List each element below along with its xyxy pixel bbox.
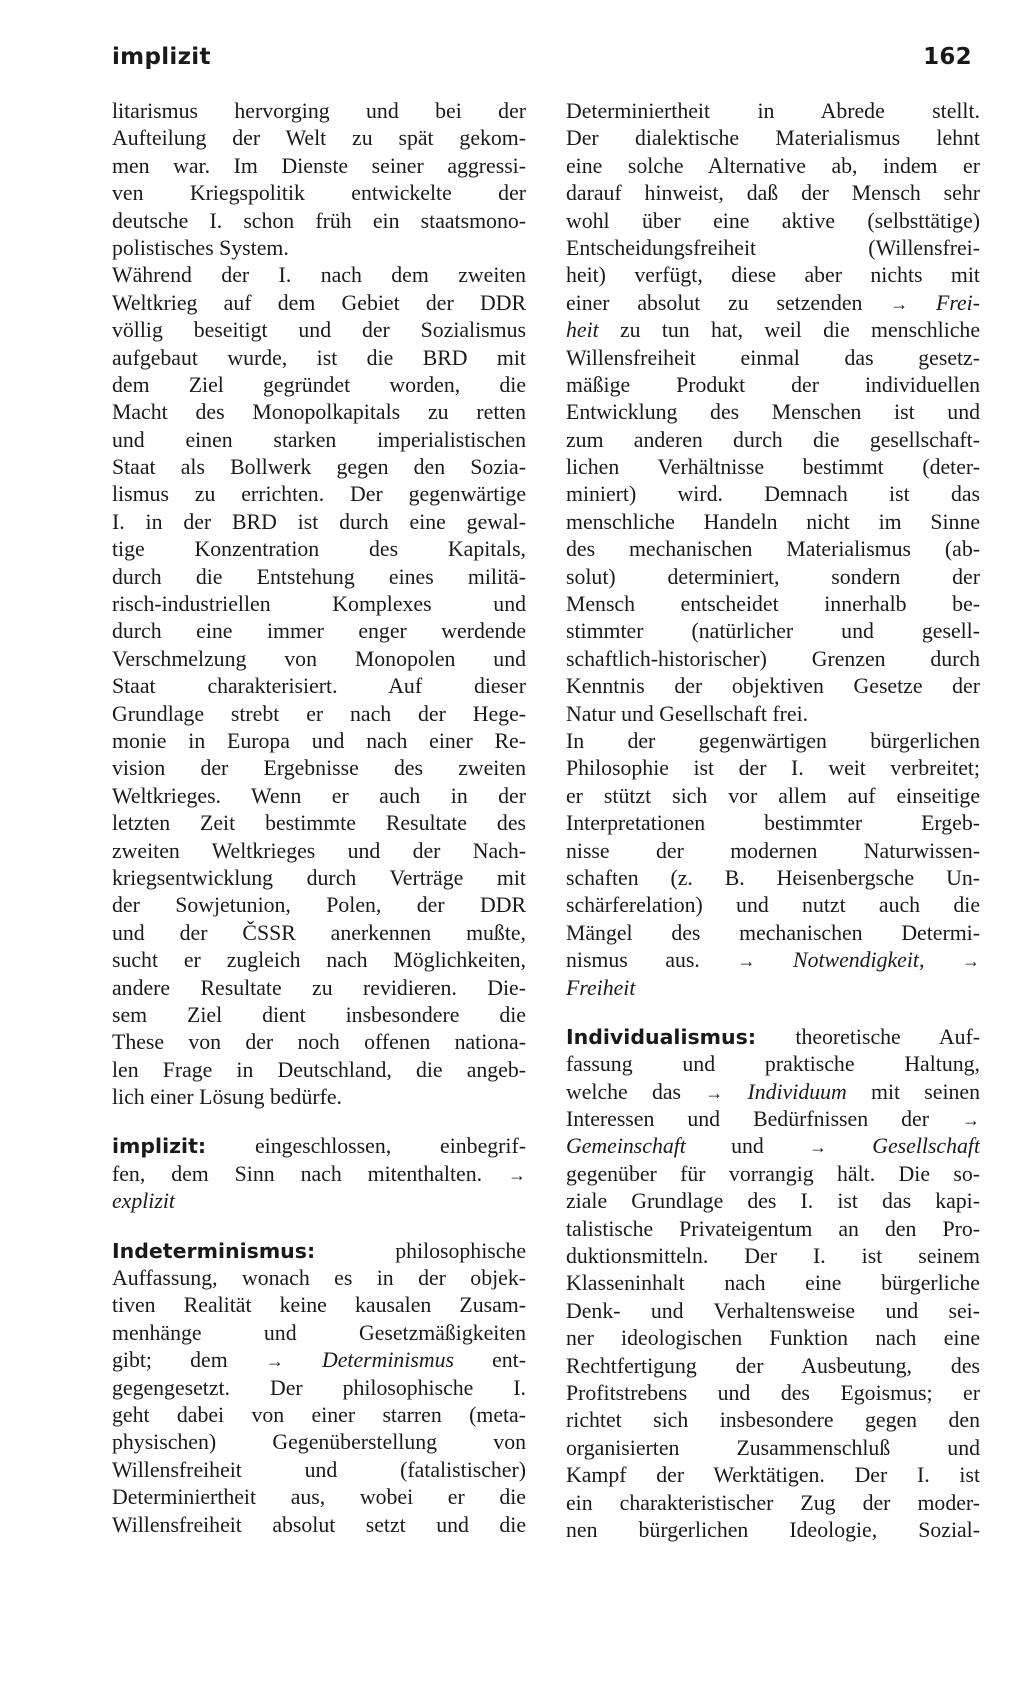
text-line [112, 1084, 526, 1111]
line-text: Willensfreiheit absolut setzt und die [112, 1512, 526, 1537]
line-text: Interessen und Bedürfnissen der [566, 1107, 929, 1132]
line-text: nisse der modernen Naturwissen- [566, 838, 980, 863]
text-line [112, 98, 526, 125]
text-line [112, 290, 526, 317]
text-line [566, 317, 980, 344]
line-text: geht dabei von einer starren (meta- [112, 1402, 526, 1427]
line-text: miniert) wird. Demnach ist das [566, 482, 980, 507]
line-text: zum anderen durch die gesellschaft- [566, 427, 980, 452]
text-line [566, 1407, 980, 1434]
line-text: Weltkrieges. Wenn er auch in der [112, 783, 526, 808]
text-line [566, 728, 980, 755]
line-text: letzten Zeit bestimmte Resultate des [112, 811, 526, 836]
text-line [112, 1347, 526, 1374]
text-line [112, 153, 526, 180]
text-line [112, 1429, 526, 1456]
line-text: monie in Europa und nach einer Re- [112, 728, 526, 753]
text-line [566, 180, 980, 207]
cross-reference-arrow: → [962, 1110, 980, 1131]
line-text: litarismus hervorging und bei der [112, 99, 526, 123]
line-text: Entscheidungsfreiheit (Willensfrei- [566, 235, 980, 260]
text-line [112, 454, 526, 481]
line-text: menschliche Handeln nicht im Sinne [566, 509, 980, 534]
line-text: eine solche Alternative ab, indem er [566, 153, 980, 178]
line-text: wohl über eine aktive (selbsttätige) [566, 208, 980, 233]
text-line [566, 673, 980, 700]
cross-reference-arrow: → [809, 1137, 828, 1158]
line-text: und [731, 1134, 764, 1159]
line-text: Grundlage strebt er nach der Hege- [112, 701, 526, 726]
line-text: schaftlich-historischer) Grenzen durch [566, 646, 980, 671]
text-line [112, 1320, 526, 1347]
text-line [566, 838, 980, 865]
text-line [566, 892, 980, 919]
text-line [566, 1380, 980, 1407]
text-line [566, 1024, 980, 1051]
line-text: ent- [492, 1348, 526, 1373]
cross-reference: Gesellschaft [872, 1134, 980, 1159]
text-line [112, 481, 526, 508]
line-text: lich einer Lösung bedürfe. [112, 1085, 342, 1110]
line-text: Entwicklung des Menschen ist und [566, 400, 980, 425]
line-text: Verschmelzung von Monopolen und [112, 646, 526, 671]
line-text: risch-industriellen Komplexes und [112, 592, 526, 617]
line-text: talistische Privateigentum an den Pro- [566, 1216, 980, 1241]
text-line [566, 536, 980, 563]
text-line [566, 618, 980, 645]
line-text: fassung und praktische Haltung, [566, 1052, 980, 1077]
text-line [112, 810, 526, 837]
text-line [112, 1161, 526, 1188]
line-text: Willensfreiheit und (fatalistischer) [112, 1457, 526, 1482]
text-line [112, 399, 526, 426]
line-text: organisierten Zusammenschluß und [566, 1435, 980, 1460]
line-text: durch eine immer enger werdende [112, 619, 526, 644]
text-line [566, 564, 980, 591]
line-text: mit seinen [871, 1079, 980, 1104]
text-line [112, 838, 526, 865]
text-line [566, 755, 980, 782]
line-text: durch die Entstehung eines militä- [112, 564, 526, 589]
text-line [566, 98, 980, 125]
text-line [112, 591, 526, 618]
line-text: schärferelation) und nutzt auch die [566, 893, 980, 918]
text-line [566, 1133, 980, 1160]
line-text: Willensfreiheit einmal das gesetz- [566, 345, 980, 370]
text-line [566, 1435, 980, 1462]
text-line [566, 1188, 980, 1215]
entry-gap [112, 1111, 526, 1133]
text-line [112, 975, 526, 1002]
line-text: Determiniertheit in Abrede stellt. [566, 99, 980, 123]
text-line [566, 1106, 980, 1133]
text-line [112, 1402, 526, 1429]
line-text: dem Ziel gegründet worden, die [112, 372, 526, 397]
line-text: zu tun hat, weil die menschliche [619, 318, 980, 343]
line-text: zweiten Weltkrieges und der Nach- [112, 838, 526, 863]
text-line [566, 1079, 980, 1106]
text-line [566, 591, 980, 618]
line-text: und einen starken imperialistischen [112, 427, 526, 452]
line-text: Der dialektische Materialismus lehnt [566, 126, 980, 151]
line-text: Macht des Monopolkapitals zu retten [112, 400, 526, 425]
text-line [566, 372, 980, 399]
text-line [566, 1270, 980, 1297]
text-line [566, 481, 980, 508]
text-line [112, 618, 526, 645]
line-text: gibt; dem [112, 1348, 228, 1373]
text-line [566, 235, 980, 262]
line-text: andere Resultate zu revidieren. Die- [112, 975, 526, 1000]
right-column [566, 98, 980, 1544]
line-text: Interpretationen bestimmter Ergeb- [566, 811, 980, 836]
line-text: gegenüber für vorrangig hält. Die so- [566, 1161, 980, 1186]
text-line [112, 947, 526, 974]
text-line [112, 920, 526, 947]
line-text: er stützt sich vor allem auf einseitige [566, 783, 980, 808]
text-line [566, 290, 980, 317]
text-line [112, 317, 526, 344]
text-line [112, 235, 526, 262]
line-text: fen, dem Sinn nach mitenthalten. [112, 1161, 483, 1186]
line-text: solut) determiniert, sondern der [566, 564, 980, 589]
line-text: Rechtfertigung der Ausbeutung, des [566, 1353, 980, 1378]
text-line [112, 892, 526, 919]
text-line [566, 1490, 980, 1517]
line-text: nen bürgerlichen Ideologie, Sozial- [566, 1517, 980, 1542]
text-line [112, 673, 526, 700]
text-line [566, 646, 980, 673]
text-line [566, 262, 980, 289]
line-text: polistisches System. [112, 235, 289, 260]
cross-reference: Frei- [936, 290, 980, 315]
line-text: theoretische Auf- [795, 1024, 980, 1049]
line-text: Während der I. nach dem zweiten [112, 263, 526, 288]
text-line [566, 427, 980, 454]
line-text: heit) verfügt, diese aber nichts mit [566, 263, 980, 288]
text-line [566, 454, 980, 481]
text-line [566, 810, 980, 837]
text-line [566, 345, 980, 372]
line-text: völlig beseitigt und der Sozialismus [112, 318, 526, 343]
entry-headword: Indeterminismus: [112, 1238, 316, 1263]
text-line [566, 975, 980, 1002]
text-line [566, 701, 980, 728]
text-line [112, 701, 526, 728]
line-text: I. in der BRD ist durch eine gewal- [112, 509, 526, 534]
line-text: These von der noch offenen nationa- [112, 1030, 526, 1055]
text-line [112, 509, 526, 536]
text-line [566, 125, 980, 152]
line-text: Klasseninhalt nach eine bürgerliche [566, 1271, 980, 1296]
line-text: ven Kriegspolitik entwickelte der [112, 181, 526, 206]
line-text: lismus zu errichten. Der gegenwärtige [112, 482, 526, 507]
line-text: duktionsmitteln. Der I. ist seinem [566, 1244, 980, 1269]
text-line [112, 1029, 526, 1056]
text-line [112, 427, 526, 454]
line-text: men war. Im Dienste seiner aggressi- [112, 153, 526, 178]
text-line [112, 208, 526, 235]
line-text: tige Konzentration des Kapitals, [112, 537, 526, 562]
cross-reference-arrow: → [890, 293, 909, 314]
line-text: kriegsentwicklung durch Verträge mit [112, 865, 526, 890]
text-line [566, 399, 980, 426]
text-line [112, 1188, 526, 1215]
line-text: Staat charakterisiert. Auf dieser [112, 674, 526, 699]
text-line [566, 1298, 980, 1325]
text-line [112, 865, 526, 892]
line-text: Kampf der Werktätigen. Der I. ist [566, 1463, 980, 1488]
line-text: Philosophie ist der I. weit verbreitet; [566, 756, 980, 781]
entry-headword: implizit: [112, 1134, 207, 1159]
line-text: sem Ziel dient insbesondere die [112, 1002, 526, 1027]
line-text: aufgebaut wurde, ist die BRD mit [112, 345, 526, 370]
line-text: darauf hinweist, daß der Mensch sehr [566, 181, 980, 206]
line-text: Determiniertheit aus, wobei er die [112, 1485, 526, 1510]
text-line [566, 1353, 980, 1380]
cross-reference-arrow: → [962, 951, 980, 972]
line-text: eingeschlossen, einbegrif- [254, 1134, 526, 1159]
line-text: stimmter (natürlicher und gesell- [566, 619, 980, 644]
cross-reference-arrow: → [265, 1351, 284, 1372]
line-text: In der gegenwärtigen bürgerlichen [566, 728, 980, 753]
text-line [566, 1051, 980, 1078]
text-line [112, 783, 526, 810]
line-text: tiven Realität keine kausalen Zusam- [112, 1293, 526, 1318]
text-line [112, 372, 526, 399]
text-line [112, 1292, 526, 1319]
line-text: mäßige Produkt der individuellen [566, 372, 980, 397]
line-text: Auffassung, wonach es in der objek- [112, 1266, 526, 1291]
text-line [112, 1265, 526, 1292]
text-line [112, 564, 526, 591]
text-line [112, 646, 526, 673]
text-line [566, 1462, 980, 1489]
line-text: Mensch entscheidet innerhalb be- [566, 592, 980, 617]
text-line [566, 208, 980, 235]
line-text: Aufteilung der Welt zu spät gekom- [112, 126, 526, 151]
line-text: deutsche I. schon früh ein staatsmono- [112, 208, 526, 233]
line-text: gegengesetzt. Der philosophische I. [112, 1375, 526, 1400]
cross-reference: heit [566, 318, 599, 343]
line-text: Kenntnis der objektiven Gesetze der [566, 674, 980, 699]
cross-reference: Determinismus [321, 1348, 454, 1373]
line-text: und der ČSSR anerkennen mußte, [112, 920, 526, 945]
cross-reference-arrow: → [737, 951, 756, 972]
line-text: des mechanischen Materialismus (ab- [566, 537, 980, 562]
line-text: Denk- und Verhaltensweise und sei- [566, 1298, 980, 1323]
line-text: Natur und Gesellschaft frei. [566, 701, 809, 726]
line-text: schaften (z. B. Heisenbergsche Un- [566, 865, 980, 890]
text-line [112, 1484, 526, 1511]
cross-reference: Notwendigkeit, [793, 948, 925, 973]
text-line [112, 1133, 526, 1160]
line-text: philosophische [395, 1238, 526, 1263]
entry-gap [112, 1216, 526, 1238]
line-text: ein charakteristischer Zug der moder- [566, 1490, 980, 1515]
line-text: sucht er zugleich nach Möglichkeiten, [112, 948, 526, 973]
entry-gap [566, 1002, 980, 1024]
text-line [566, 1243, 980, 1270]
text-line [112, 728, 526, 755]
line-text: nismus aus. [566, 948, 700, 973]
text-line [112, 536, 526, 563]
line-text: Profitstrebens und des Egoismus; er [566, 1380, 980, 1405]
text-line [112, 125, 526, 152]
line-text: richtet sich insbesondere gegen den [566, 1408, 980, 1433]
page-number: 162 [923, 44, 972, 70]
line-text: lichen Verhältnisse bestimmt (deter- [566, 455, 980, 480]
running-header-keyword: implizit [112, 44, 211, 70]
text-line [566, 153, 980, 180]
line-text: der Sowjetunion, Polen, der DDR [112, 893, 526, 918]
text-line [112, 1457, 526, 1484]
left-column [112, 98, 526, 1539]
line-text: ziale Grundlage des I. ist das kapi- [566, 1189, 980, 1214]
line-text: einer absolut zu setzenden [566, 290, 863, 315]
line-text: vision der Ergebnisse des zweiten [112, 756, 526, 781]
text-line [112, 755, 526, 782]
line-text: len Frage in Deutschland, die angeb- [112, 1057, 526, 1082]
cross-reference: Gemeinschaft [566, 1134, 686, 1159]
line-text: Weltkrieg auf dem Gebiet der DDR [112, 290, 526, 315]
cross-reference: Freiheit [566, 975, 636, 1000]
text-line [112, 1512, 526, 1539]
text-line [566, 509, 980, 536]
text-line [566, 1161, 980, 1188]
line-text: Mängel des mechanischen Determi- [566, 920, 980, 945]
text-line [112, 1002, 526, 1029]
text-line [566, 1517, 980, 1544]
line-text: Staat als Bollwerk gegen den Sozia- [112, 455, 526, 480]
line-text: physischen) Gegenüberstellung von [112, 1430, 526, 1455]
text-line [112, 345, 526, 372]
line-text: welche das [566, 1079, 682, 1104]
entry-headword: Individualismus: [566, 1024, 757, 1049]
text-line [566, 947, 980, 974]
text-line [566, 920, 980, 947]
text-line [112, 1375, 526, 1402]
text-line [566, 1325, 980, 1352]
cross-reference: explizit [112, 1189, 175, 1214]
cross-reference-arrow: → [508, 1164, 526, 1185]
line-text: menhänge und Gesetzmäßigkeiten [112, 1320, 526, 1345]
text-line [112, 1238, 526, 1265]
line-text: ner ideologischen Funktion nach eine [566, 1326, 980, 1351]
text-line [112, 180, 526, 207]
cross-reference-arrow: → [705, 1082, 724, 1103]
text-line [112, 1057, 526, 1084]
text-line [112, 262, 526, 289]
text-line [566, 783, 980, 810]
text-line [566, 1216, 980, 1243]
text-line [566, 865, 980, 892]
cross-reference: Individuum [747, 1079, 847, 1104]
